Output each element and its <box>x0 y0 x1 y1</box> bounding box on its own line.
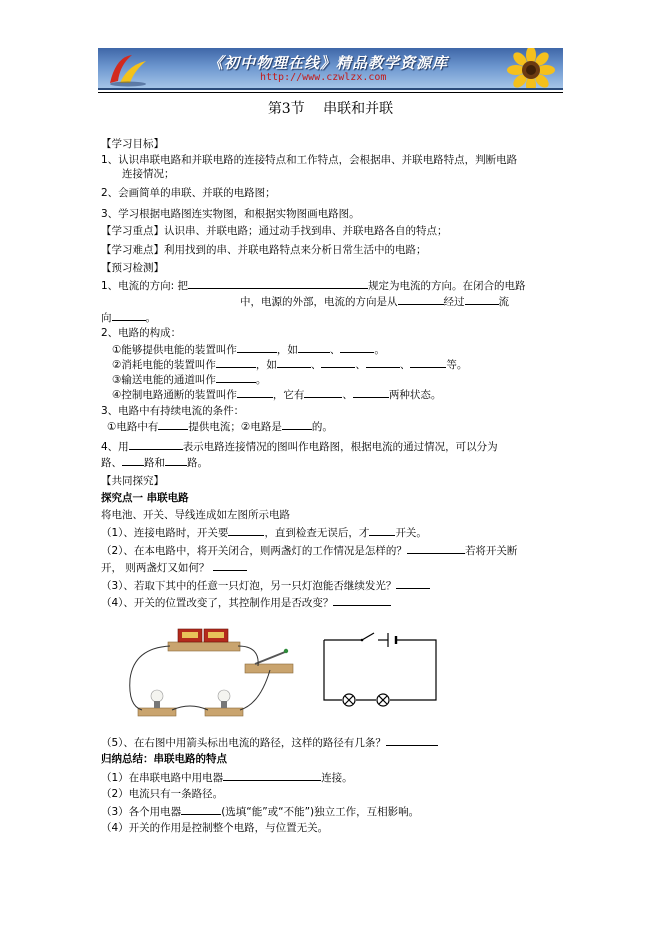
blank[interactable] <box>216 372 256 383</box>
page-title: 第3节 串联和并联 <box>267 101 394 117</box>
text: 路、 <box>101 457 122 469</box>
text: ①电路中有 <box>107 421 159 433</box>
blank[interactable] <box>340 342 374 353</box>
text: ，直到检查无误后，才 <box>264 527 370 539</box>
text: 开， 则两盏灯又如何？ <box>101 562 210 574</box>
blank[interactable] <box>165 455 187 466</box>
investigation-1-intro: 将电池、开关、导线连成如左图所示电路 <box>101 509 290 521</box>
header-rule <box>98 92 563 93</box>
blank[interactable] <box>158 419 188 430</box>
blank[interactable] <box>353 387 389 398</box>
preview-q2-c <box>112 372 266 387</box>
text: 、 <box>355 359 366 371</box>
blank[interactable] <box>188 278 368 289</box>
blank[interactable] <box>304 387 342 398</box>
preview-q4-line1 <box>101 439 498 454</box>
text: ，它有 <box>272 389 305 401</box>
objective-3: 3、学习根据电路图连实物图，和根据实物图画电路图。 <box>101 208 360 220</box>
text: 、 <box>342 389 353 401</box>
text: 。 <box>145 312 156 324</box>
text: 开关。 <box>395 527 427 539</box>
text: （2）、在本电路中，将开关闭合，则两盏灯的工作情况是怎样的？ <box>101 545 407 557</box>
text: 。 <box>374 344 385 356</box>
text: 、 <box>310 359 322 371</box>
sunflower-icon <box>493 48 563 90</box>
blank[interactable] <box>398 294 444 305</box>
question-1 <box>101 525 427 540</box>
text: 路和 <box>144 457 165 469</box>
blank[interactable] <box>181 804 221 815</box>
text: ③输送电能的通道叫作 <box>112 374 216 386</box>
blank[interactable] <box>333 595 391 606</box>
text: （1）在串联电路中用电器 <box>101 772 224 784</box>
question-4 <box>101 595 391 610</box>
summary-2: （2）电流只有一条路径。 <box>101 788 224 800</box>
text: 路。 <box>187 457 208 469</box>
question-2-line1 <box>101 543 517 558</box>
text: 流 <box>498 296 509 308</box>
text: 连接。 <box>321 772 353 784</box>
blank[interactable] <box>237 342 277 353</box>
blank[interactable] <box>321 357 355 368</box>
investigation-1-heading: 探究点一 串联电路 <box>101 492 189 504</box>
text: ，如 <box>276 344 298 356</box>
text: 的。 <box>311 421 333 433</box>
summary-1 <box>101 770 353 785</box>
preview-q3: 3、电路中有持续电流的条件： <box>101 405 245 417</box>
blank[interactable] <box>407 543 465 554</box>
circuit-schematic <box>322 630 438 710</box>
preview-q2-b <box>112 357 467 372</box>
blank[interactable] <box>129 439 183 450</box>
summary-heading: 归纳总结：串联电路的特点 <box>101 753 227 765</box>
blank[interactable] <box>228 525 264 536</box>
preview-q2: 2、电路的构成： <box>101 327 182 339</box>
logo-icon <box>106 51 150 87</box>
text: ②消耗电能的装置叫作 <box>112 359 216 371</box>
text: （4）、开关的位置改变了，其控制作用是否改变？ <box>101 597 334 609</box>
text: （5）、在右图中用箭头标出电流的路径，这样的路径有几条？ <box>101 737 386 749</box>
text: ①能够提供电能的装置叫作 <box>112 344 237 356</box>
banner-title: 《初中物理在线》精品教学资源库 <box>208 54 449 72</box>
text: 提供电流；②电路是 <box>188 421 282 433</box>
text: 等。 <box>446 359 468 371</box>
text: 、 <box>329 344 341 356</box>
text: 规定为电流的方向。在闭合的电路 <box>368 280 526 292</box>
blank[interactable] <box>465 294 499 305</box>
blank[interactable] <box>410 357 446 368</box>
preview-heading: 【预习检测】 <box>101 262 164 274</box>
banner-url[interactable]: http://www.czwlzx.com <box>260 72 387 83</box>
circuit-photo <box>120 624 300 729</box>
blank[interactable] <box>277 357 311 368</box>
question-2-line2 <box>101 560 247 575</box>
key-points-text: 认识串、并联电路；通过动手找到串、并联电路各自的特点； <box>164 225 448 237</box>
difficult-points-label: 【学习难点】 <box>101 244 164 256</box>
blank[interactable] <box>366 357 400 368</box>
difficult-points <box>101 243 427 257</box>
text: 若将开关断 <box>464 545 518 557</box>
blank[interactable] <box>213 560 247 571</box>
blank[interactable] <box>369 525 395 536</box>
blank[interactable] <box>122 455 144 466</box>
key-points <box>101 224 448 238</box>
coop-heading: 【共同探究】 <box>101 475 164 487</box>
text: 。 <box>255 374 267 386</box>
text: 中，电源的外部，电流的方向是从 <box>240 296 398 308</box>
blank[interactable] <box>223 770 321 781</box>
header-banner <box>98 48 563 90</box>
preview-q1-line3 <box>101 310 156 325</box>
text: 经过 <box>443 296 465 308</box>
text: ，如 <box>255 359 277 371</box>
objective-2: 2、会画简单的串联、并联的电路图； <box>101 187 276 199</box>
summary-3 <box>101 804 419 819</box>
preview-q1-line2 <box>240 294 509 309</box>
text: （3）、若取下其中的任意一只灯泡，另一只灯泡能否继续发光？ <box>101 580 397 592</box>
key-points-label: 【学习重点】 <box>101 225 164 237</box>
difficult-points-text: 利用找到的串、并联电路特点来分析日常生活中的电路； <box>164 244 427 256</box>
blank[interactable] <box>216 357 256 368</box>
summary-4: （4）开关的作用是控制整个电路，与位置无关。 <box>101 822 329 834</box>
preview-q2-d <box>112 387 441 402</box>
question-3 <box>101 578 430 593</box>
preview-q1-line1 <box>101 278 526 293</box>
blank[interactable] <box>112 310 146 321</box>
text: 表示电路连接情况的图叫作电路图，根据电流的通过情况，可以分为 <box>182 441 498 453</box>
text: （3）各个用电器 <box>101 806 182 818</box>
preview-q3-a <box>107 419 333 434</box>
blank[interactable] <box>396 578 430 589</box>
blank[interactable] <box>298 342 330 353</box>
text: （1）、连接电路时，开关要 <box>101 527 229 539</box>
text: 两种状态。 <box>388 389 442 401</box>
text: 4、用 <box>101 441 129 453</box>
preview-q2-a <box>112 342 385 357</box>
text: ④控制电路通断的装置叫作 <box>112 389 237 401</box>
question-5 <box>101 735 438 750</box>
text: 1、电流的方向: 把 <box>101 280 189 292</box>
objectives-heading: 【学习目标】 <box>101 138 164 150</box>
blank[interactable] <box>386 735 438 746</box>
objective-1-cont: 连接情况； <box>122 168 175 180</box>
text: (选填“能”或“不能”)独立工作，互相影响。 <box>221 806 420 818</box>
blank[interactable] <box>282 419 312 430</box>
preview-q4-line2 <box>101 455 208 470</box>
text: 、 <box>399 359 411 371</box>
text: 向 <box>101 312 112 324</box>
blank[interactable] <box>237 387 273 398</box>
objective-1: 1、认识串联电路和并联电路的连接特点和工作特点，会根据串、并联电路特点，判断电路 <box>101 154 518 166</box>
